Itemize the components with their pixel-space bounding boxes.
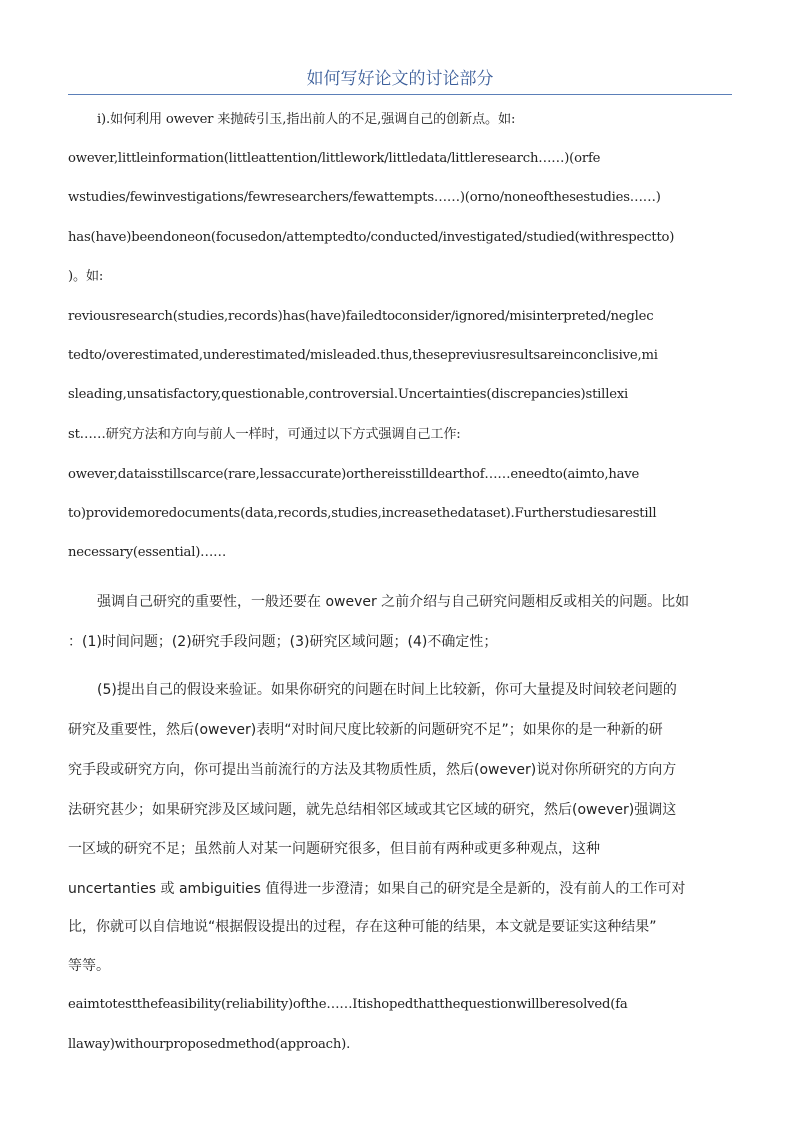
paragraph-line: )。如: (68, 269, 104, 284)
paragraph-line: reviousresearch(studies,records)has(have)failedtoconsider/ignored/misinterpreted/neglec (68, 309, 654, 324)
paragraph-line: sleading,unsatisfactory,questionable,controversial.Uncertainties(discrepancies)stillexi (68, 387, 629, 402)
paragraph-line: eaimtotestthefeasibility(reliability)ofthe……Itishopedthatthequestionwillberesolved(fa (68, 997, 628, 1012)
paragraph-line: 一区域的研究不足；虽然前人对某一问题研究很多，但目前有两种或更多种观点，这种 (68, 841, 600, 857)
paragraph-line: llaway)withourproposedmethod(approach). (68, 1037, 351, 1052)
paragraph-line: 究手段或研究方向，你可提出当前流行的方法及其物质性质，然后(owever)说对你所研究的方向方 (68, 762, 677, 778)
page-title: 如何写好论文的讨论部分 (306, 69, 494, 89)
paragraph-line: i).如何利用 owever 来抛砖引玉,指出前人的不足,强调自己的创新点。如: (97, 112, 516, 127)
paragraph-line: 强调自己研究的重要性，一般还要在 owever 之前介绍与自己研究问题相反或相关的问题。比如 (97, 594, 690, 610)
paragraph-line: 等等。 (68, 958, 110, 974)
paragraph-line: 研究及重要性，然后(owever)表明“对时间尺度比较新的问题研究不足”；如果你的是一种新的研 (68, 722, 663, 738)
paragraph-line: owever,littleinformation(littleattention/littlework/littledata/littleresearch……)(orfe (68, 151, 601, 166)
paragraph-line: (5)提出自己的假设来验证。如果你研究的问题在时间上比较新，你可大量提及时间较老问题的 (97, 682, 677, 698)
paragraph-line: 法研究甚少；如果研究涉及区域问题，就先总结相邻区域或其它区域的研究，然后(owever)强调这 (68, 802, 677, 818)
paragraph-line: ：(1)时间问题；(2)研究手段问题；(3)研究区域问题；(4)不确定性； (68, 634, 498, 650)
paragraph-line: uncertanties 或 ambiguities 值得进一步澄清；如果自己的研究是全是新的，没有前人的工作可对 (68, 881, 686, 897)
paragraph-line: tedto/overestimated,underestimated/misleaded.thus,thesepreviusresultsareinconclisive,mi (68, 348, 658, 363)
paragraph-line: to)providemoredocuments(data,records,studies,increasethedataset).Furtherstudiesarestill (68, 506, 657, 521)
paragraph-line: 比，你就可以自信地说“根据假设提出的过程，存在这种可能的结果，本文就是要证实这种结果” (68, 919, 657, 935)
paragraph-line: owever,dataisstillscarce(rare,lessaccurate)orthereisstilldearthof……eneedto(aimto,have (68, 467, 640, 482)
paragraph-line: wstudies/fewinvestigations/fewresearchers/fewattempts……)(orno/noneofthesestudies……) (68, 190, 661, 205)
header-divider (68, 94, 732, 95)
paragraph-line: has(have)beendoneon(focusedon/attemptedto/conducted/investigated/studied(withrespectto) (68, 230, 675, 245)
paragraph-line: necessary(essential)…… (68, 545, 227, 560)
paragraph-line: st……研究方法和方向与前人一样时，可通过以下方式强调自己工作: (68, 427, 461, 442)
